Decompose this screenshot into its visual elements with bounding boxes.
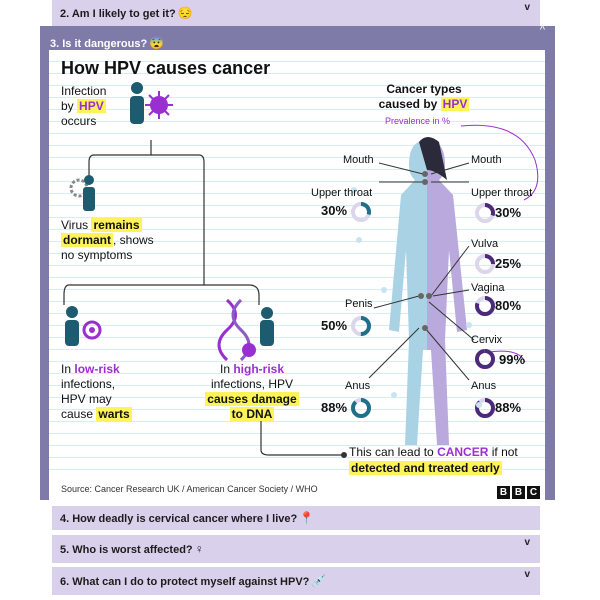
bbc-logo bbox=[497, 482, 542, 500]
bbc-logo-block: B bbox=[497, 486, 510, 499]
chevron-down-icon[interactable]: v bbox=[524, 2, 530, 13]
value-female-anus: 88% bbox=[495, 400, 522, 415]
infographic-image bbox=[49, 50, 545, 500]
bbc-logo-letters bbox=[497, 482, 542, 500]
pin-icon: 📍 bbox=[299, 511, 315, 525]
female-sign-icon: ♀ bbox=[194, 542, 204, 556]
infographic-drawing bbox=[49, 50, 545, 500]
infection-person-icon bbox=[130, 82, 173, 124]
dormant-text: Virus remains dormant , shows no symptoms bbox=[61, 218, 154, 262]
lowrisk-text: In low-risk infections, HPV may cause warts bbox=[61, 362, 130, 421]
label-throat-right: Upper throat bbox=[471, 187, 533, 199]
question-4-label: 4. How deadly is cervical cancer where I live? 📍 bbox=[60, 511, 315, 525]
ring-female_cervix bbox=[477, 351, 493, 367]
chevron-down-icon[interactable]: v bbox=[524, 569, 530, 580]
label-penis: Penis bbox=[345, 298, 373, 310]
value-female-vulva: 25% bbox=[495, 256, 522, 271]
ring-male_anus bbox=[353, 400, 369, 416]
body-silhouette bbox=[389, 137, 467, 445]
accordion-question-5[interactable] bbox=[52, 535, 540, 563]
cancer-types-title: Cancer types caused by HPV bbox=[378, 82, 468, 111]
label-vagina: Vagina bbox=[471, 282, 505, 294]
value-male-penis: 50% bbox=[321, 318, 348, 333]
value-male-anus: 88% bbox=[321, 400, 348, 415]
syringe-icon: 💉 bbox=[311, 574, 327, 588]
fearful-face-icon: 😨 bbox=[149, 36, 165, 50]
accordion-question-2[interactable] bbox=[52, 0, 540, 26]
label-mouth-right: Mouth bbox=[471, 154, 502, 166]
label-cervix: Cervix bbox=[471, 334, 503, 346]
infographic-title: How HPV causes cancer bbox=[61, 58, 271, 78]
accordion-question-4[interactable] bbox=[52, 506, 540, 530]
label-mouth-left: Mouth bbox=[343, 154, 374, 166]
accordion-question-6[interactable] bbox=[52, 567, 540, 595]
value-female-vagina: 80% bbox=[495, 298, 522, 313]
bbc-logo-block: B bbox=[512, 486, 525, 499]
label-vulva: Vulva bbox=[471, 238, 499, 250]
dna-virus-icon bbox=[219, 300, 274, 360]
dormant-person-icon bbox=[71, 175, 95, 211]
question-3-label: 3. Is it dangerous? 😨 bbox=[50, 36, 165, 50]
question-6-label: 6. What can I do to protect myself against HPV? 💉 bbox=[60, 574, 327, 588]
cancer-warning-text: This can lead to CANCER if not detected and treated early bbox=[349, 445, 518, 475]
prevalence-label: Prevalence in % bbox=[385, 116, 451, 126]
infection-text: Infection by HPV occurs bbox=[61, 84, 107, 128]
sad-face-icon: 😔 bbox=[177, 6, 193, 20]
value-male-throat: 30% bbox=[321, 203, 348, 218]
label-throat-left: Upper throat bbox=[311, 187, 373, 199]
value-female-throat: 30% bbox=[495, 205, 522, 220]
lowrisk-person-icon bbox=[65, 306, 100, 346]
bbc-logo-block: C bbox=[527, 486, 540, 499]
highrisk-text: In high-risk infections, HPV causes damage to DNA bbox=[207, 362, 297, 421]
question-2-label: 2. Am I likely to get it? 😔 bbox=[60, 6, 193, 20]
value-female-cervix: 99% bbox=[499, 352, 526, 367]
label-anus-left: Anus bbox=[345, 380, 371, 392]
connector-dot bbox=[341, 452, 347, 458]
chevron-up-icon[interactable]: ^ bbox=[539, 24, 545, 36]
question-5-label: 5. Who is worst affected? ♀ bbox=[60, 542, 204, 556]
label-anus-right: Anus bbox=[471, 380, 497, 392]
source-text: Source: Cancer Research UK / American Cancer Society / WHO bbox=[61, 484, 318, 494]
chevron-down-icon[interactable]: v bbox=[524, 537, 530, 548]
